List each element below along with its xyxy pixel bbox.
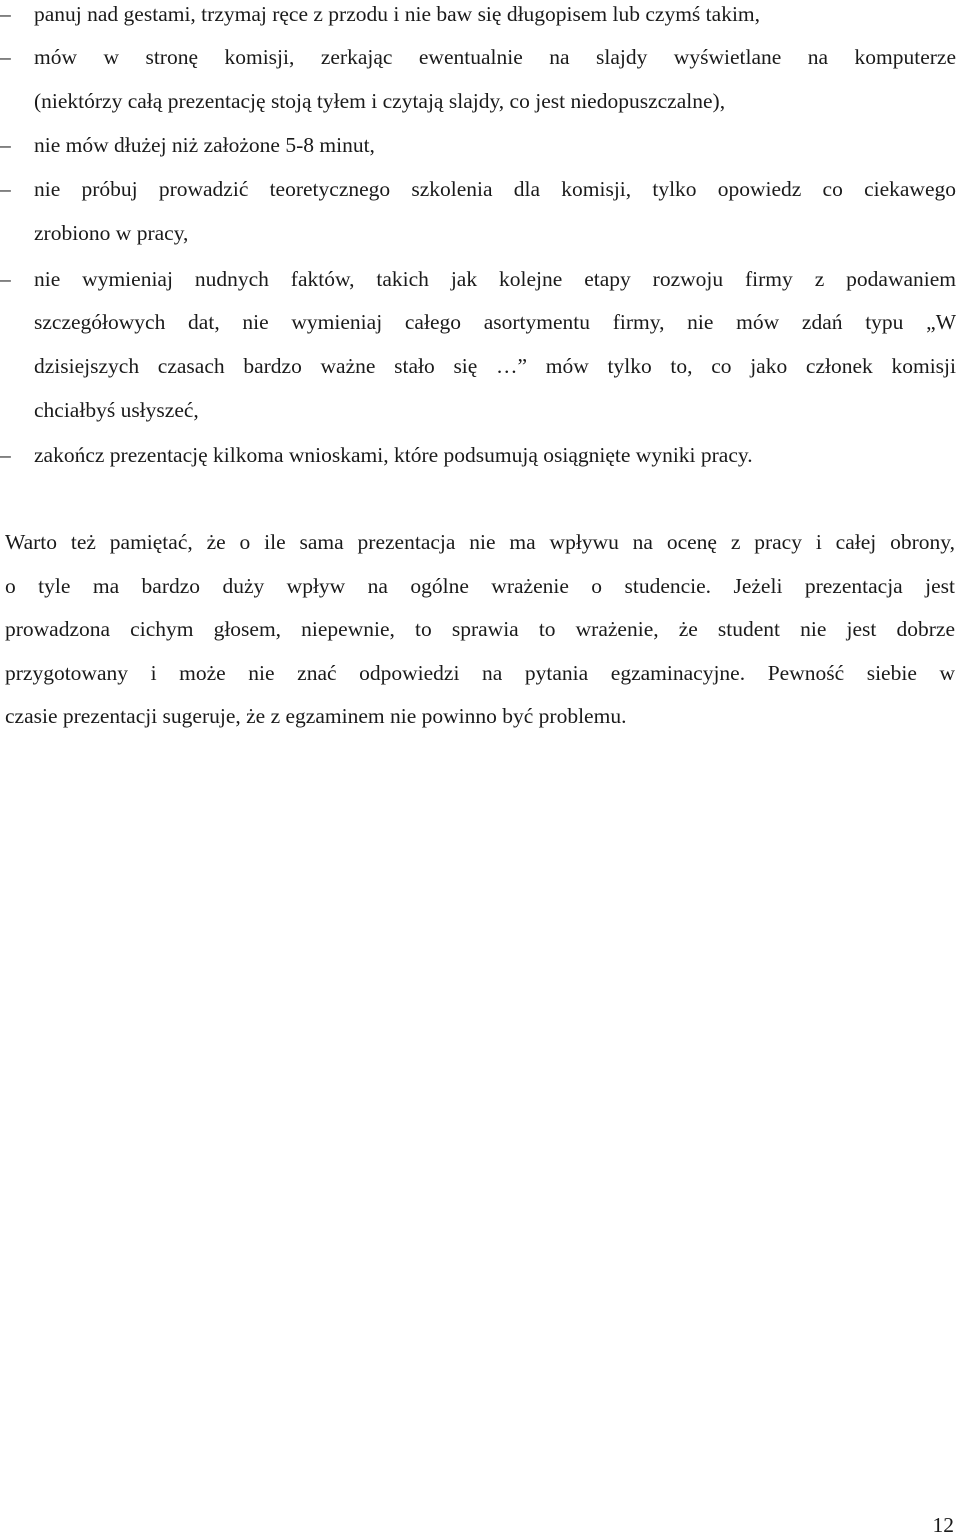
bullet-dash: – <box>0 2 11 26</box>
bullet-text-line: nie mów dłużej niż założone 5-8 minut, <box>34 133 375 157</box>
bullet-dash: – <box>0 45 11 69</box>
bullet-text-line: chciałbyś usłyszeć, <box>34 398 199 422</box>
bullet-text-line: panuj nad gestami, trzymaj ręce z przodu i nie baw się długopisem lub czymś takim, <box>34 2 761 26</box>
paragraph-line: Warto też pamiętać, że o ile sama prezentacja nie ma wpływu na ocenę z pracy i całej obrony, <box>5 530 955 554</box>
bullet-dash: – <box>0 133 11 157</box>
bullet-text-line: (niektórzy całą prezentację stoją tyłem i czytają slajdy, co jest niedopuszczalne), <box>34 89 726 113</box>
page-number: 12 <box>932 1513 954 1537</box>
bullet-text-line: nie wymieniaj nudnych faktów, takich jak kolejne etapy rozwoju firmy z podawaniem <box>34 267 956 291</box>
bullet-dash: – <box>0 177 11 201</box>
bullet-text-line: zakończ prezentację kilkoma wnioskami, które podsumują osiągnięte wyniki pracy. <box>34 443 753 467</box>
paragraph-line: czasie prezentacji sugeruje, że z egzaminem nie powinno być problemu. <box>5 704 627 728</box>
bullet-text-line: szczegółowych dat, nie wymieniaj całego asortymentu firmy, nie mów zdań typu „W <box>34 310 956 334</box>
bullet-dash: – <box>0 443 11 467</box>
bullet-text-line: nie próbuj prowadzić teoretycznego szkolenia dla komisji, tylko opowiedz co ciekawego <box>34 177 956 201</box>
bullet-text-line: zrobiono w pracy, <box>34 221 189 245</box>
paragraph-line: o tyle ma bardzo duży wpływ na ogólne wrażenie o studencie. Jeżeli prezentacja jest <box>5 574 955 598</box>
bullet-text-line: dzisiejszych czasach bardzo ważne stało się …” mów tylko to, co jako członek komisji <box>34 354 956 378</box>
bullet-dash: – <box>0 267 11 291</box>
paragraph-line: prowadzona cichym głosem, niepewnie, to sprawia to wrażenie, że student nie jest dobrze <box>5 617 955 641</box>
paragraph-line: przygotowany i może nie znać odpowiedzi na pytania egzaminacyjne. Pewność siebie w <box>5 661 955 685</box>
bullet-text-line: mów w stronę komisji, zerkając ewentualnie na slajdy wyświetlane na komputerze <box>34 45 956 69</box>
